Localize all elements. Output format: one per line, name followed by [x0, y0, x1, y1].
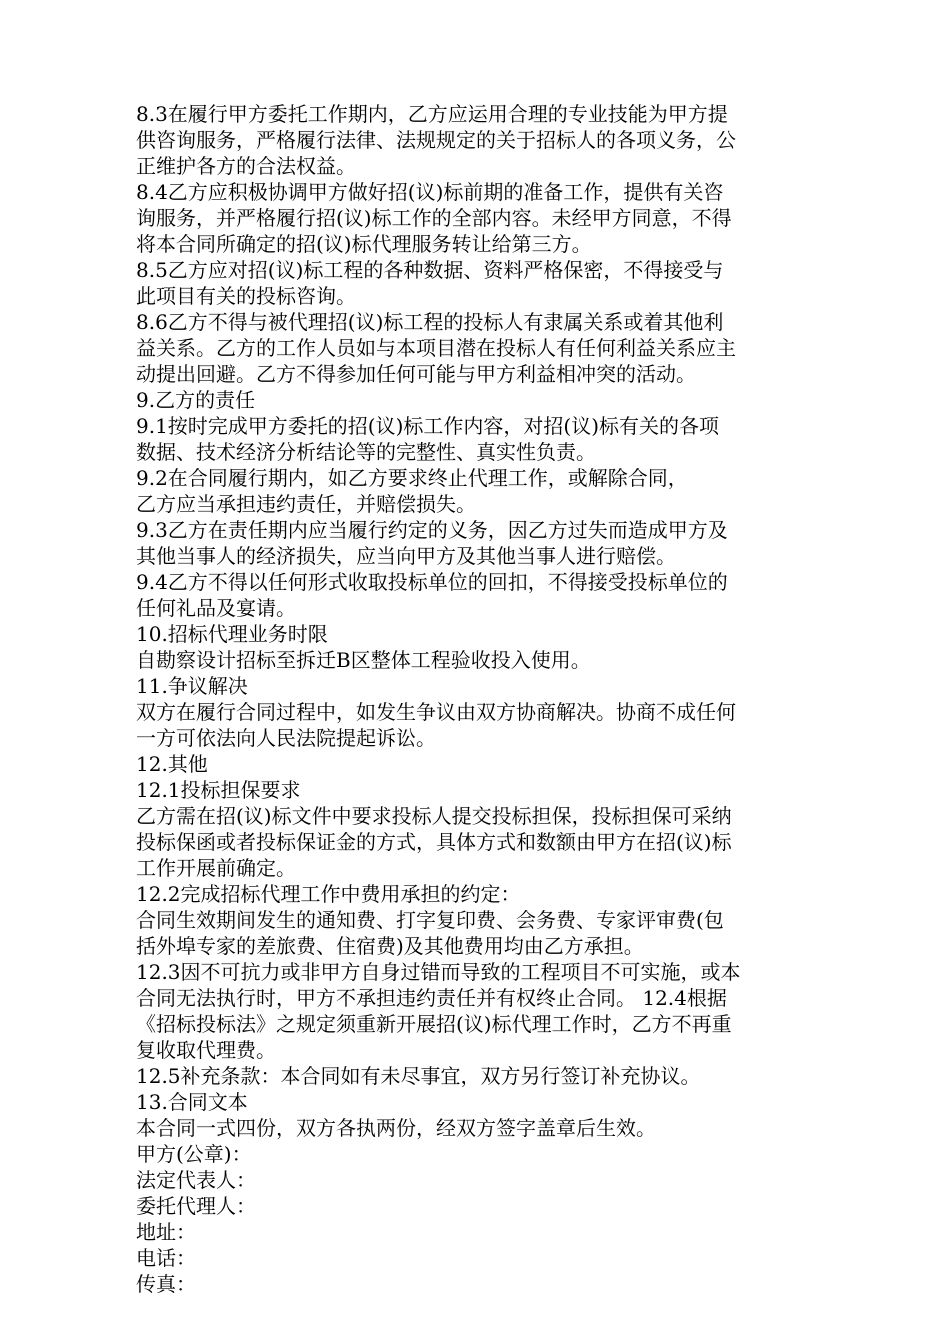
text-line: 其他当事人的经济损失，应当向甲方及其他当事人进行赔偿。	[136, 544, 676, 568]
section-heading: 10.招标代理业务时限	[136, 622, 328, 646]
text-line: 9.2在合同履行期内，如乙方要求终止代理工作，或解除合同，	[136, 466, 688, 490]
text-line: 8.3在履行甲方委托工作期内，乙方应运用合理的专业技能为甲方提	[136, 102, 728, 126]
text-line: 供咨询服务，严格履行法律、法规规定的关于招标人的各项义务，公	[136, 128, 736, 152]
section-heading: 12.其他	[136, 752, 208, 776]
text-line: 动提出回避。乙方不得参加任何可能与甲方利益相冲突的活动。	[136, 362, 696, 386]
text-line: 《招标投标法》之规定须重新开展招(议)标代理工作时，乙方不再重	[136, 1012, 732, 1036]
text-line: 询服务，并严格履行招(议)标工作的全部内容。未经甲方同意，不得	[136, 206, 732, 230]
text-line: 合同生效期间发生的通知费、打字复印费、会务费、专家评审费(包	[136, 908, 724, 932]
text-line: 将本合同所确定的招(议)标代理服务转让给第三方。	[136, 232, 592, 256]
text-line: 乙方应当承担违约责任，并赔偿损失。	[136, 492, 476, 516]
contract-page	[136, 101, 816, 1297]
text-line: 12.3因不可抗力或非甲方自身过错而导致的工程项目不可实施，或本	[136, 960, 741, 984]
text-line: 12.5补充条款：本合同如有未尽事宜，双方另行签订补充协议。	[136, 1064, 701, 1088]
text-line: 一方可依法向人民法院提起诉讼。	[136, 726, 436, 750]
text-line: 自勘察设计招标至拆迁B区整体工程验收投入使用。	[136, 648, 591, 672]
text-line: 益关系。乙方的工作人员如与本项目潜在投标人有任何利益关系应主	[136, 336, 736, 360]
text-line: 投标保函或者投标保证金的方式，具体方式和数额由甲方在招(议)标	[136, 830, 732, 854]
subsection-heading: 12.1投标担保要求	[136, 778, 301, 802]
text-line: 数据、技术经济分析结论等的完整性、真实性负责。	[136, 440, 596, 464]
section-heading: 13.合同文本	[136, 1090, 248, 1114]
text-line: 工作开展前确定。	[136, 856, 296, 880]
text-line: 双方在履行合同过程中，如发生争议由双方协商解决。协商不成任何	[136, 700, 736, 724]
text-line: 9.1按时完成甲方委托的招(议)标工作内容，对招(议)标有关的各项	[136, 414, 720, 438]
text-line: 本合同一式四份，双方各执两份，经双方签字盖章后生效。	[136, 1116, 656, 1140]
text-line: 9.4乙方不得以任何形式收取投标单位的回扣，不得接受投标单位的	[136, 570, 728, 594]
section-heading: 11.争议解决	[136, 674, 248, 698]
text-line: 乙方需在招(议)标文件中要求投标人提交投标担保，投标担保可采纳	[136, 804, 732, 828]
text-line: 9.3乙方在责任期内应当履行约定的义务，因乙方过失而造成甲方及	[136, 518, 728, 542]
signature-field-agent: 委托代理人：	[136, 1194, 256, 1218]
text-line: 合同无法执行时，甲方不承担违约责任并有权终止合同。 12.4根据	[136, 986, 727, 1010]
subsection-heading: 12.2完成招标代理工作中费用承担的约定：	[136, 882, 521, 906]
text-line: 任何礼品及宴请。	[136, 596, 296, 620]
signature-field-party-a: 甲方(公章)：	[136, 1142, 252, 1166]
signature-field-address: 地址：	[136, 1220, 196, 1244]
section-heading: 9.乙方的责任	[136, 388, 256, 412]
signature-field-fax: 传真：	[136, 1272, 196, 1296]
text-line: 8.5乙方应对招(议)标工程的各种数据、资料严格保密，不得接受与	[136, 258, 724, 282]
text-line: 复收取代理费。	[136, 1038, 276, 1062]
text-line: 括外埠专家的差旅费、住宿费)及其他费用均由乙方承担。	[136, 934, 644, 958]
text-line: 8.6乙方不得与被代理招(议)标工程的投标人有隶属关系或着其他利	[136, 310, 724, 334]
text-line: 正维护各方的合法权益。	[136, 154, 356, 178]
text-line: 8.4乙方应积极协调甲方做好招(议)标前期的准备工作，提供有关咨	[136, 180, 724, 204]
signature-field-legal-representative: 法定代表人：	[136, 1168, 256, 1192]
text-line: 此项目有关的投标咨询。	[136, 284, 356, 308]
signature-field-phone: 电话：	[136, 1246, 196, 1270]
